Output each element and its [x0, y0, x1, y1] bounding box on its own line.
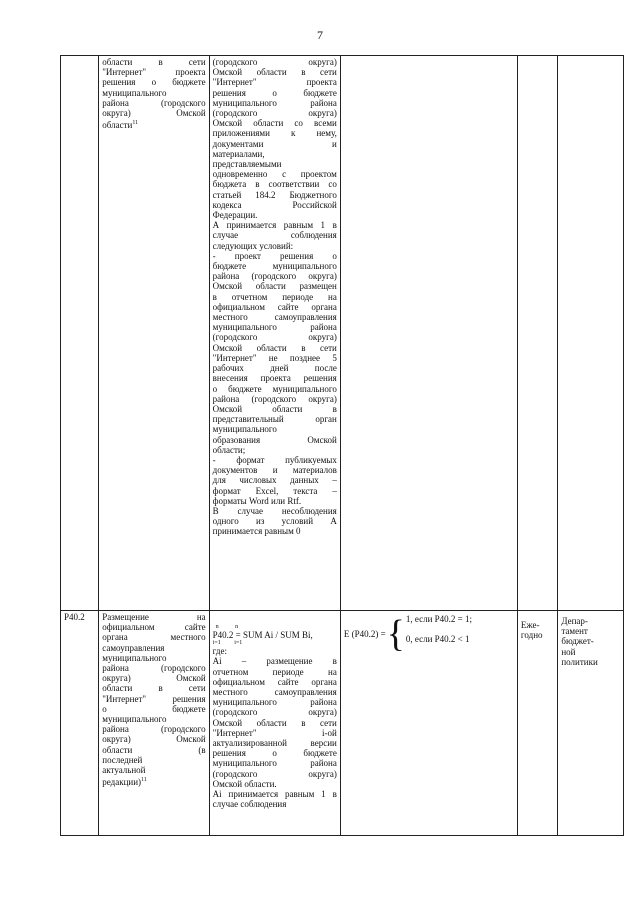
text-line: области в сети: [102, 683, 206, 694]
text-line: муниципального: [102, 652, 167, 663]
frequency-text: Еже- годно: [520, 620, 543, 641]
text-line: района (городского: [102, 97, 206, 108]
text-line: Омской области.: [212, 778, 277, 789]
text-line: области;: [212, 444, 246, 455]
calculation-method-text: [213, 57, 337, 537]
text-line: случае соблюдения: [212, 230, 337, 241]
frequency-cell: [517, 611, 557, 836]
text-line: (городского округа): [212, 108, 337, 119]
indicator-code-cell: [61, 56, 99, 611]
text-line: района (городского: [102, 663, 206, 674]
score-formula: [344, 614, 514, 654]
formula-upper-limits: n n: [212, 624, 239, 630]
indicator-table: [60, 55, 624, 836]
text-line: муниципального района: [212, 97, 337, 108]
text-line: официальном сайте органа: [212, 301, 337, 312]
text-line: документами и: [212, 138, 337, 149]
indicator-name-text: [102, 612, 205, 787]
text-line: Ai – размещение в: [212, 656, 337, 667]
text-line: формат Excel, текста –: [212, 485, 337, 496]
text-line: (городского округа): [212, 768, 337, 779]
text-line: местного самоуправления: [212, 312, 337, 323]
frequency-cell: [517, 56, 557, 611]
score-formula-cell: [340, 56, 517, 611]
table-row: [61, 56, 624, 611]
text-line: решения о бюджете: [102, 77, 206, 88]
text-line: Размещение на: [102, 612, 206, 622]
text-line: (городского округа): [212, 57, 337, 67]
indicator-name-cell: [99, 56, 209, 611]
text-line: муниципального: [102, 87, 167, 98]
score-formula-cell: [340, 611, 517, 836]
score-cases: [406, 614, 472, 654]
text-line: "Интернет" не позднее 5: [212, 352, 337, 363]
text-line: "Интернет" проекта: [102, 67, 206, 78]
text-line: А принимается равным 1 в: [212, 220, 337, 231]
text-line: округа) Омской: [102, 734, 206, 745]
text-line: муниципального района: [212, 322, 337, 333]
text-line: округа) Омской: [102, 673, 206, 684]
page-number: 7: [317, 28, 323, 42]
calculation-method-cell: [209, 611, 340, 836]
text-line: рабочих дней после: [212, 363, 337, 374]
formula-main: P40.2 = SUM Ai / SUM Bi,: [212, 630, 313, 640]
department-text: Депар- тамент бюджет- ной политики: [561, 616, 598, 667]
text-line: актуализированной версии: [212, 738, 337, 749]
department-cell: [558, 611, 624, 836]
formula-lower-limits: i=1 i=1: [212, 640, 243, 647]
text-line: о бюджете: [102, 703, 206, 714]
text-line: в отчетном периоде на: [212, 291, 337, 302]
text-line: принимается равным 0: [212, 526, 301, 537]
text-line: редакции)$^{11}$: [102, 777, 147, 788]
footnote-ref: 11: [141, 777, 147, 784]
text-line: представительный орган: [212, 414, 337, 425]
text-line: бюджете муниципального: [212, 261, 337, 272]
text-line: района (городского округа): [212, 271, 337, 282]
table-row: [61, 611, 624, 836]
text-line: актуальной: [102, 765, 146, 776]
text-line: Омской области в сети: [212, 717, 337, 728]
score-lhs: E (P40.2) =: [343, 628, 386, 639]
text-line: В случае несоблюдения: [212, 505, 337, 516]
score-case-1: 1, если P40.2 = 1;: [405, 614, 473, 624]
text-line: области в сети: [102, 57, 206, 67]
text-line: документов и материалов: [212, 465, 337, 476]
text-line: образования Омской: [212, 434, 337, 445]
text-line: органа местного: [102, 632, 206, 643]
text-line: Омской области в сети: [212, 342, 337, 353]
text-line: округа) Омской: [102, 108, 206, 119]
text-line: решения о бюджете: [212, 748, 337, 759]
text-line: "Интернет" проекта: [212, 77, 337, 88]
text-line: о бюджете муниципального: [212, 383, 337, 394]
text-line: следующих условий:: [212, 240, 294, 251]
text-line: области (в: [102, 744, 206, 755]
text-line: Омской области в: [212, 403, 337, 414]
indicator-name-text: [102, 57, 205, 130]
footnote-ref: 11: [132, 120, 139, 127]
text-line: Ai принимается равным 1 в: [212, 789, 337, 800]
text-line: одновременно с проектом: [212, 169, 337, 180]
calculation-method-text: [213, 646, 337, 809]
text-line: района (городского: [102, 724, 206, 735]
text-line: решения о бюджете: [212, 87, 337, 98]
text-line: области$^{11}$: [102, 120, 139, 131]
text-line: муниципального: [102, 714, 167, 725]
text-line: Федерации.: [212, 210, 258, 221]
text-line: официальном сайте: [102, 622, 206, 633]
left-brace-icon: {: [386, 613, 405, 655]
text-line: бюджета в соответствии со: [212, 179, 337, 190]
text-line: одного из условий А: [212, 516, 337, 527]
text-line: (городского округа): [212, 707, 337, 718]
text-line: - проект решения о: [212, 250, 337, 261]
text-line: где:: [212, 646, 227, 657]
text-line: самоуправления: [102, 642, 165, 653]
text-line: Омской области размещен: [212, 281, 337, 292]
indicator-name-cell: [99, 611, 209, 836]
text-line: "Интернет" решения: [102, 693, 206, 704]
text-line: муниципального района: [212, 697, 337, 708]
text-line: "Интернет" i-ой: [212, 727, 337, 738]
text-line: района (городского округа): [212, 393, 337, 404]
text-line: приложениями к нему,: [212, 128, 337, 139]
text-line: кодекса Российской: [212, 199, 337, 210]
text-line: отчетном периоде на: [212, 666, 337, 677]
text-line: материалами,: [212, 148, 265, 159]
text-line: Омской области со всеми: [212, 118, 337, 129]
text-line: представляемыми: [212, 159, 282, 170]
text-line: форматы Word или Rtf.: [212, 495, 302, 506]
text-line: для числовых данных –: [212, 475, 337, 486]
text-line: Омской области в сети: [212, 67, 337, 78]
indicator-code-cell: [61, 611, 99, 836]
text-line: случае соблюдения: [212, 799, 287, 810]
text-line: муниципального: [212, 424, 277, 435]
text-line: статьей 184.2 Бюджетного: [212, 189, 337, 200]
formula: [213, 624, 337, 646]
text-line: муниципального района: [212, 758, 337, 769]
text-line: последней: [102, 754, 143, 765]
indicator-code: P40.2: [64, 612, 85, 622]
department-cell: [558, 56, 624, 611]
text-line: внесения проекта решения: [212, 373, 337, 384]
calculation-method-cell: [209, 56, 340, 611]
score-case-2: 0, если P40.2 < 1: [405, 634, 470, 644]
text-line: официальном сайте органа: [212, 676, 337, 687]
text-line: (городского округа): [212, 332, 337, 343]
text-line: местного самоуправления: [212, 687, 337, 698]
text-line: - формат публикуемых: [212, 454, 337, 465]
